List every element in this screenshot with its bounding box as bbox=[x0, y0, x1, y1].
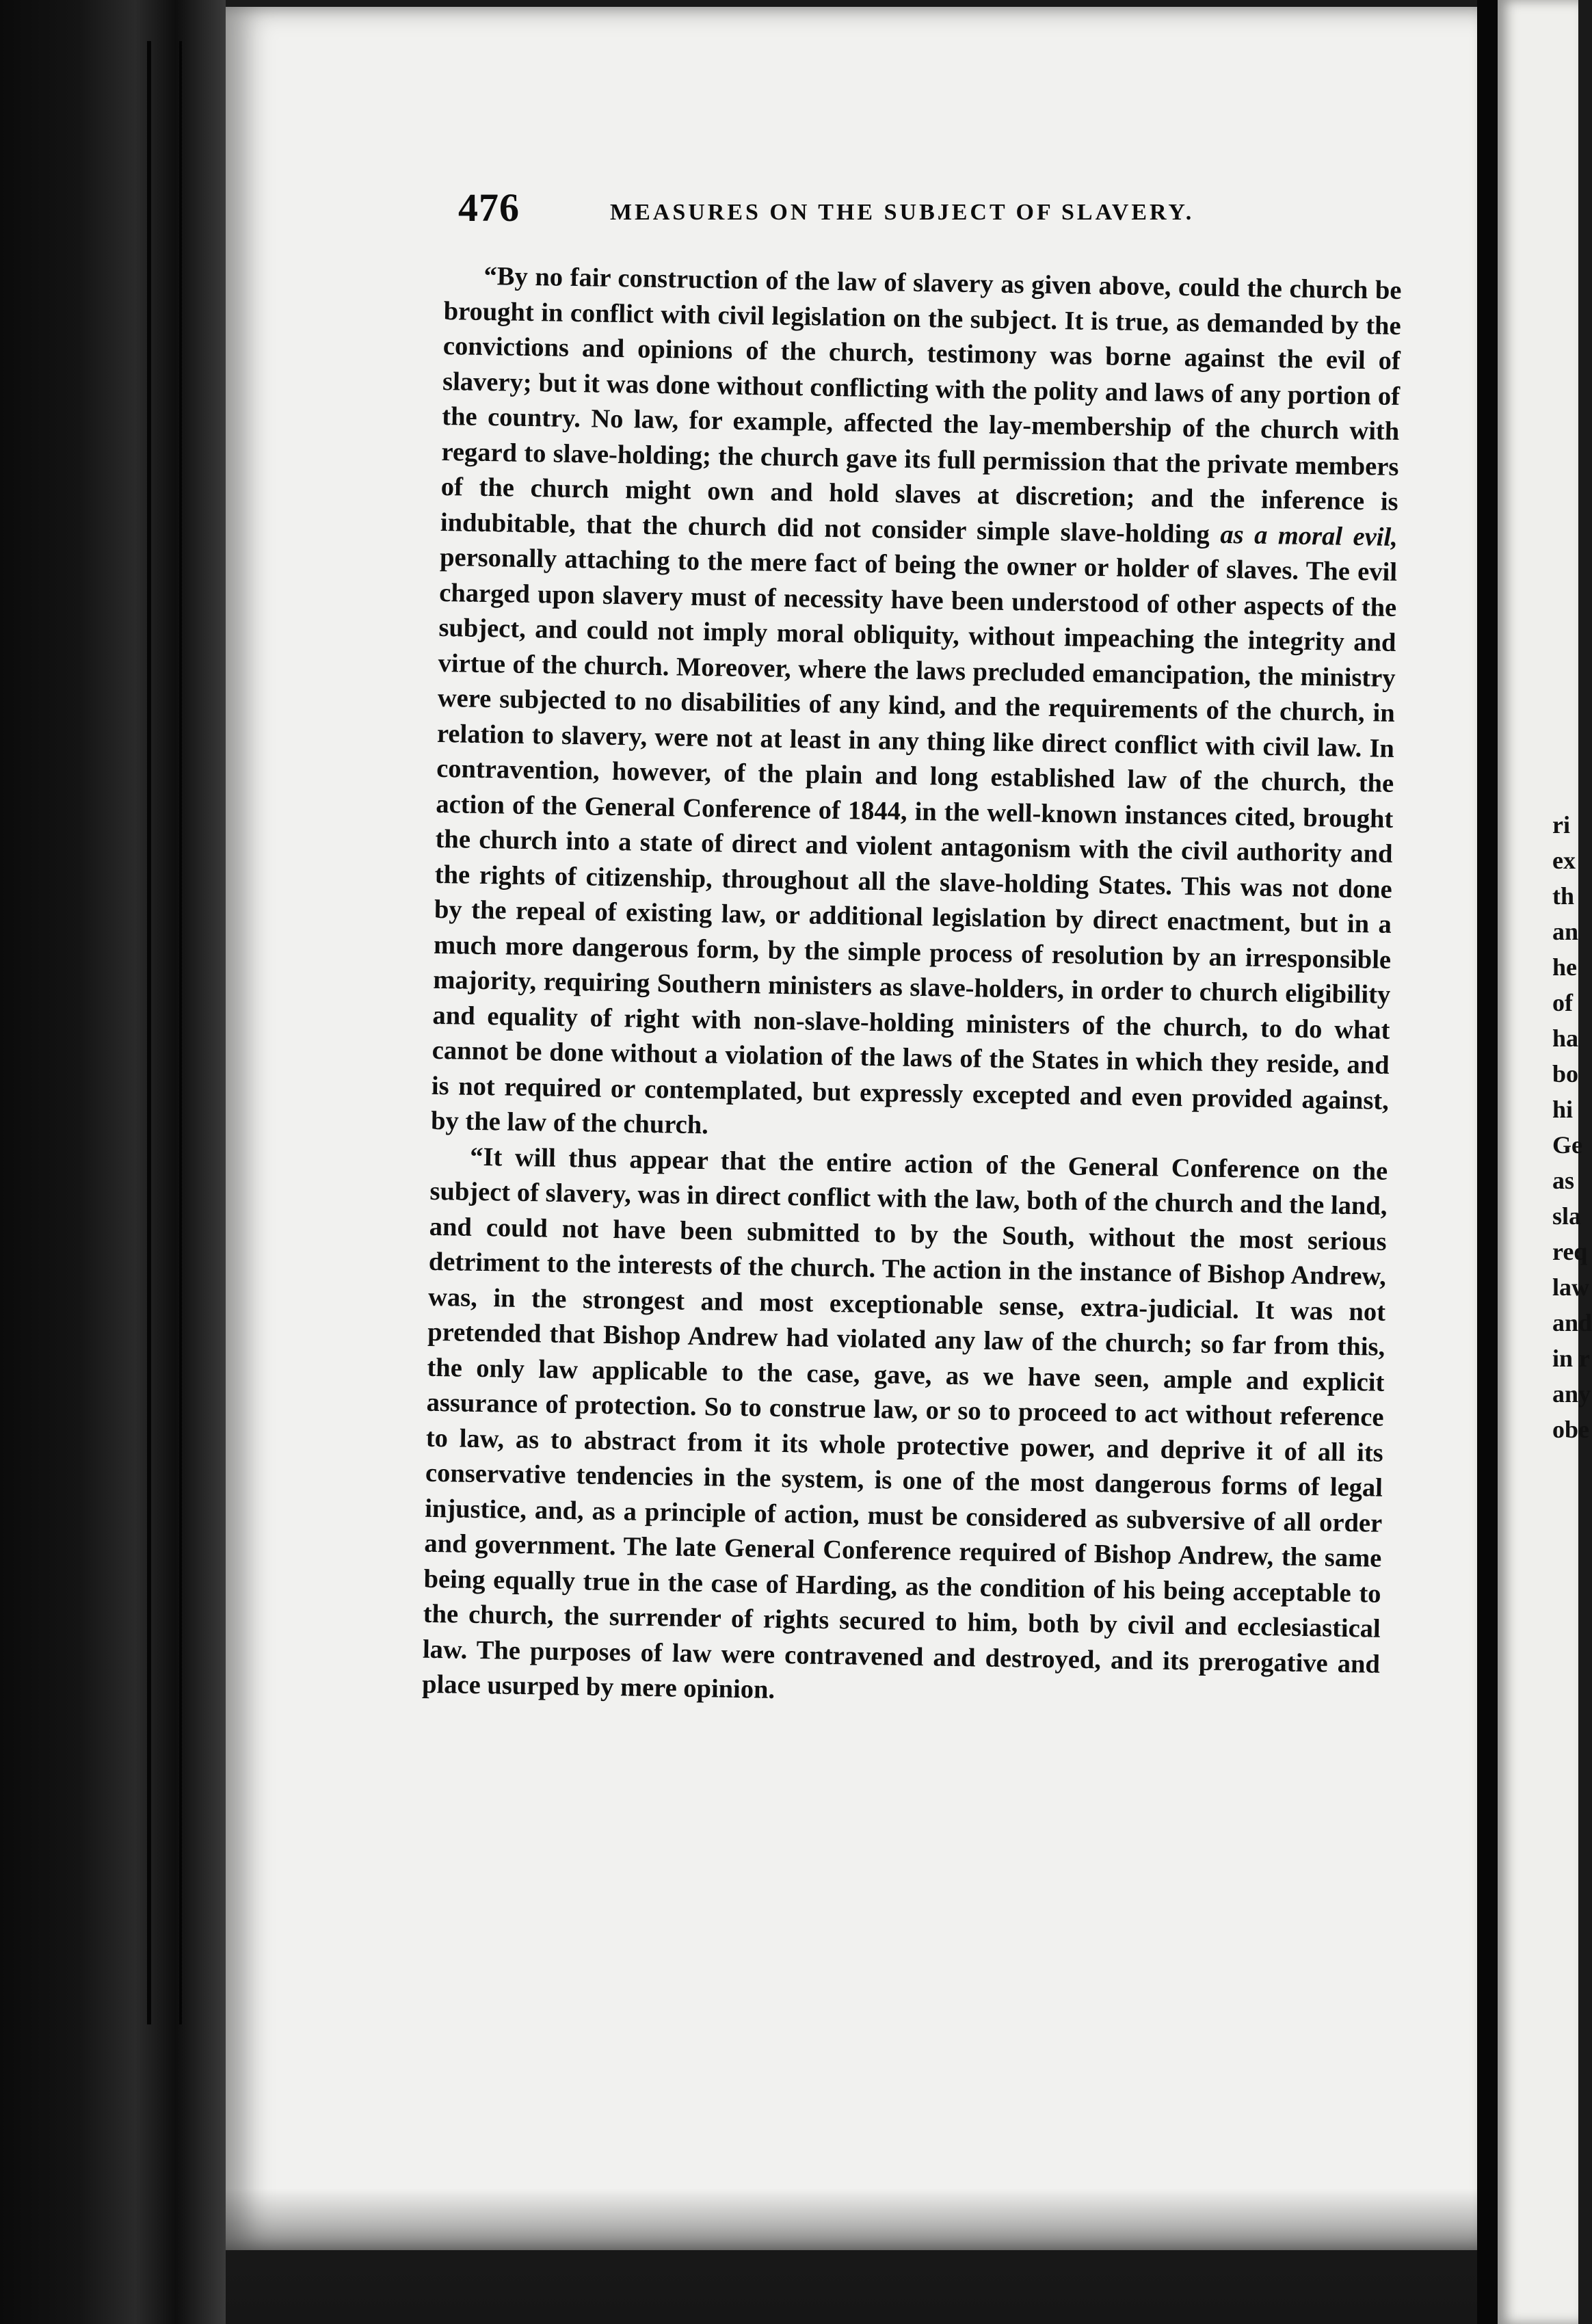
binding-edge-line bbox=[147, 41, 151, 2024]
page-header bbox=[458, 185, 1286, 239]
running-head: MEASURES ON THE SUBJECT OF SLAVERY. bbox=[610, 200, 1195, 225]
italic-emphasis: as a moral evil, bbox=[1220, 520, 1398, 552]
page-number: 476 bbox=[458, 185, 520, 230]
scan-dark-margin bbox=[0, 0, 226, 2324]
facing-page-text-fragments: ri ex th an he of ha bo hi Ge as sla req law and in r any obe bbox=[1552, 811, 1592, 1443]
paragraph bbox=[422, 1139, 1388, 1717]
paragraph-text: “By no fair construction of the law of slavery as given above, could the church be brought in conflict with civil legislation on the subject. It is true, as demanded by the convictions and opinions of the church, testimony was borne against the evil of slavery; but it was done without conflicting with the polity and laws of any portion of the country. No law, for example, affected the lay-membership of the church with regard to slave-holding; the church gave its full permission that the private members of the church might own and hold slaves at discretion; and the inference is indubitable, that the church did not consider simple slave-holding bbox=[440, 261, 1402, 549]
paragraph-text: “It will thus appear that the entire action of the General Conference on the subject of slavery, was in direct conflict with the law, both of the church and the land, and could not have been submitted to by the South, without the most serious detriment to the interests of the church. The action in the instance of Bishop Andrew, was, in the strongest and most exceptionable sense, extra-judicial. It was not pretended that Bishop Andrew had violated any law of the church; so far from this, the only law applicable to the case, gave, as we have seen, ample and explicit assurance of protection. So to construe law, or so to proceed to act without reference to law, as to abstract from it its whole protective power, and deprive it of all its conservative tendencies in the system, is one of the most dangerous forms of legal injustice, and, as a principle of action, must be considered as subversive of all order and government. The late General Conference required of Bishop Andrew, the same being equally true in the case of Harding, as the condition of his being acceptable to the church, the surrender of rights secured to him, both by civil and ecclesiastical law. The purposes of law were contravened and destroyed, and its prerogative and place usurped by mere opinion. bbox=[421, 1142, 1388, 1704]
paragraph bbox=[431, 259, 1402, 1154]
paragraph-text: personally attaching to the mere fact of being the owner or holder of slaves. The evil charged upon slavery must of necessity have been understood of other aspects of the subject, and could not imply moral obliquity, without impeaching the integrity and virtue of the church. Moreover, where the laws precluded emancipation, the ministry were subjected to no disabilities of any kind, and the requirements of the church, in relation to slavery, were not at least in any thing like direct conflict with civil law. In contravention, however, of the plain and long established law of the church, the action of the General Conference of 1844, in the well-known instances cited, brought the church into a state of direct and violent antagonism with the civil authority and the rights of citizenship, throughout all the slave-holding States. This was not done by the repeal of existing law, or additional legislation by direct enactment, but in a much more dangerous form, by the simple process of resolution by an irresponsible majority, requiring Southern ministers as slave-holders, in order to church eligibility and equality of right with non-slave-holding ministers of the church, to do what cannot be done without a violation of the laws of the States in which they reside, and is not required or contemplated, but expressly excepted and even provided against, by the law of the church. bbox=[430, 542, 1398, 1140]
binding-edge-line bbox=[179, 41, 182, 2024]
body-text bbox=[422, 259, 1402, 1717]
page-gutter bbox=[1477, 0, 1498, 2324]
page-bottom-shadow bbox=[226, 2189, 1491, 2324]
